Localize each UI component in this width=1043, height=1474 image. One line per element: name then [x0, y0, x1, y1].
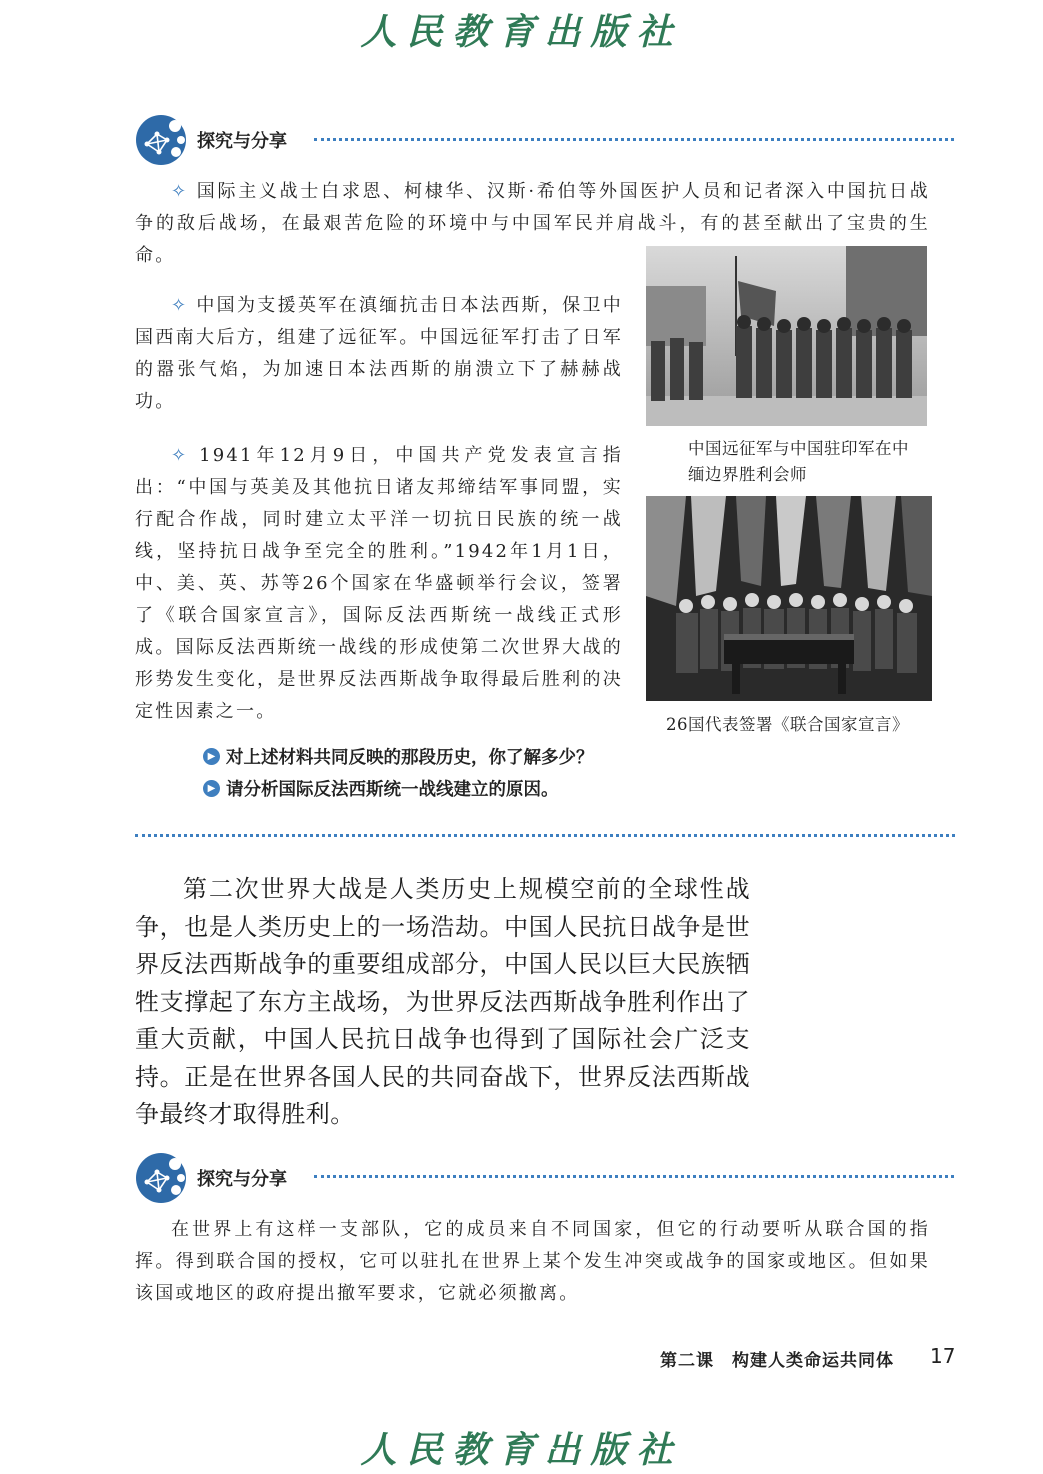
- box1-paragraph-2: ✧ 中国为支援英军在滇缅抗击日本法西斯，保卫中国西南大后方，组建了远征军。中国远征军打击了日军的嚣张气焰，为加速日本法西斯的崩溃立下了赫赫战功。: [135, 295, 623, 412]
- explore-share-icon: [135, 114, 187, 166]
- section-end-divider: [135, 834, 955, 837]
- photo-expedition-army-caption: 中国远征军与中国驻印军在中缅边界胜利会师: [688, 439, 909, 484]
- publisher-logo-top: 人民教育出版社: [360, 11, 683, 53]
- publisher-logo-bottom: 人民教育出版社: [360, 1429, 683, 1471]
- footer-lesson-title: 第二课 构建人类命运共同体: [660, 1351, 894, 1371]
- main-paragraph: 第二次世界大战是人类历史上规模空前的全球性战争，也是人类历史上的一场浩劫。中国人民抗日战争是世界反法西斯战争的重要组成部分，中国人民以巨大民族牺牲支撑起了东方主战场，为世界反法西斯战争胜利作出了重大贡献，中国人民抗日战争也得到了国际社会广泛支持。正是在世界各国人民的共同奋战下，世界反法西斯战争最终才取得胜利。: [135, 875, 750, 1128]
- chevron-right-icon: ▶: [203, 748, 220, 765]
- diamond-icon: ✧: [171, 445, 189, 466]
- photo-declaration-signing-caption: 26国代表签署《联合国家宣言》: [666, 715, 909, 734]
- section-title: 探究与分享: [197, 131, 287, 152]
- box2-paragraph: 在世界上有这样一支部队，它的成员来自不同国家，但它的行动要听从联合国的指挥。得到联合国的授权，它可以驻扎在世界上某个发生冲突或战争的国家或地区。但如果该国或地区的政府提出撤军要求，它就必须撤离。: [135, 1219, 930, 1304]
- question-1: ▶ 对上述材料共同反映的那段历史，你了解多少？: [203, 744, 594, 769]
- diamond-icon: ✧: [171, 295, 189, 316]
- chevron-right-icon: ▶: [203, 780, 220, 797]
- question-2: ▶ 请分析国际反法西斯统一战线建立的原因。: [203, 776, 559, 801]
- section-divider: [314, 138, 954, 141]
- section-title-2: 探究与分享: [197, 1169, 287, 1190]
- section-divider-2: [314, 1175, 954, 1178]
- explore-share-icon: [135, 1152, 187, 1204]
- photo-declaration-signing: [646, 496, 932, 701]
- box1-paragraph-3: ✧ 1941年12月9日，中国共产党发表宣言指出：“中国与英美及其他抗日诸友邦缔结军事同盟，实行配合作战，同时建立太平洋一切抗日民族的统一战线，坚持抗日战争至完全的胜利。”1942年1月1日，中、美、英、苏等26个国家在华盛顿举行会议，签署了《联合国家宣言》，国际反法西斯统一战线正式形成。国际反法西斯统一战线的形成使第二次世界大战的形势发生变化，是世界反法西斯战争取得最后胜利的决定性因素之一。: [135, 445, 624, 722]
- page-number: 17: [930, 1344, 956, 1368]
- box1-paragraph-1: ✧ 国际主义战士白求恩、柯棣华、汉斯·希伯等外国医护人员和记者深入中国抗日战争的敌后战场，在最艰苦危险的环境中与中国军民并肩战斗，有的甚至献出了宝贵的生命。: [135, 181, 931, 266]
- diamond-icon: ✧: [171, 181, 189, 202]
- photo-expedition-army: [646, 246, 927, 426]
